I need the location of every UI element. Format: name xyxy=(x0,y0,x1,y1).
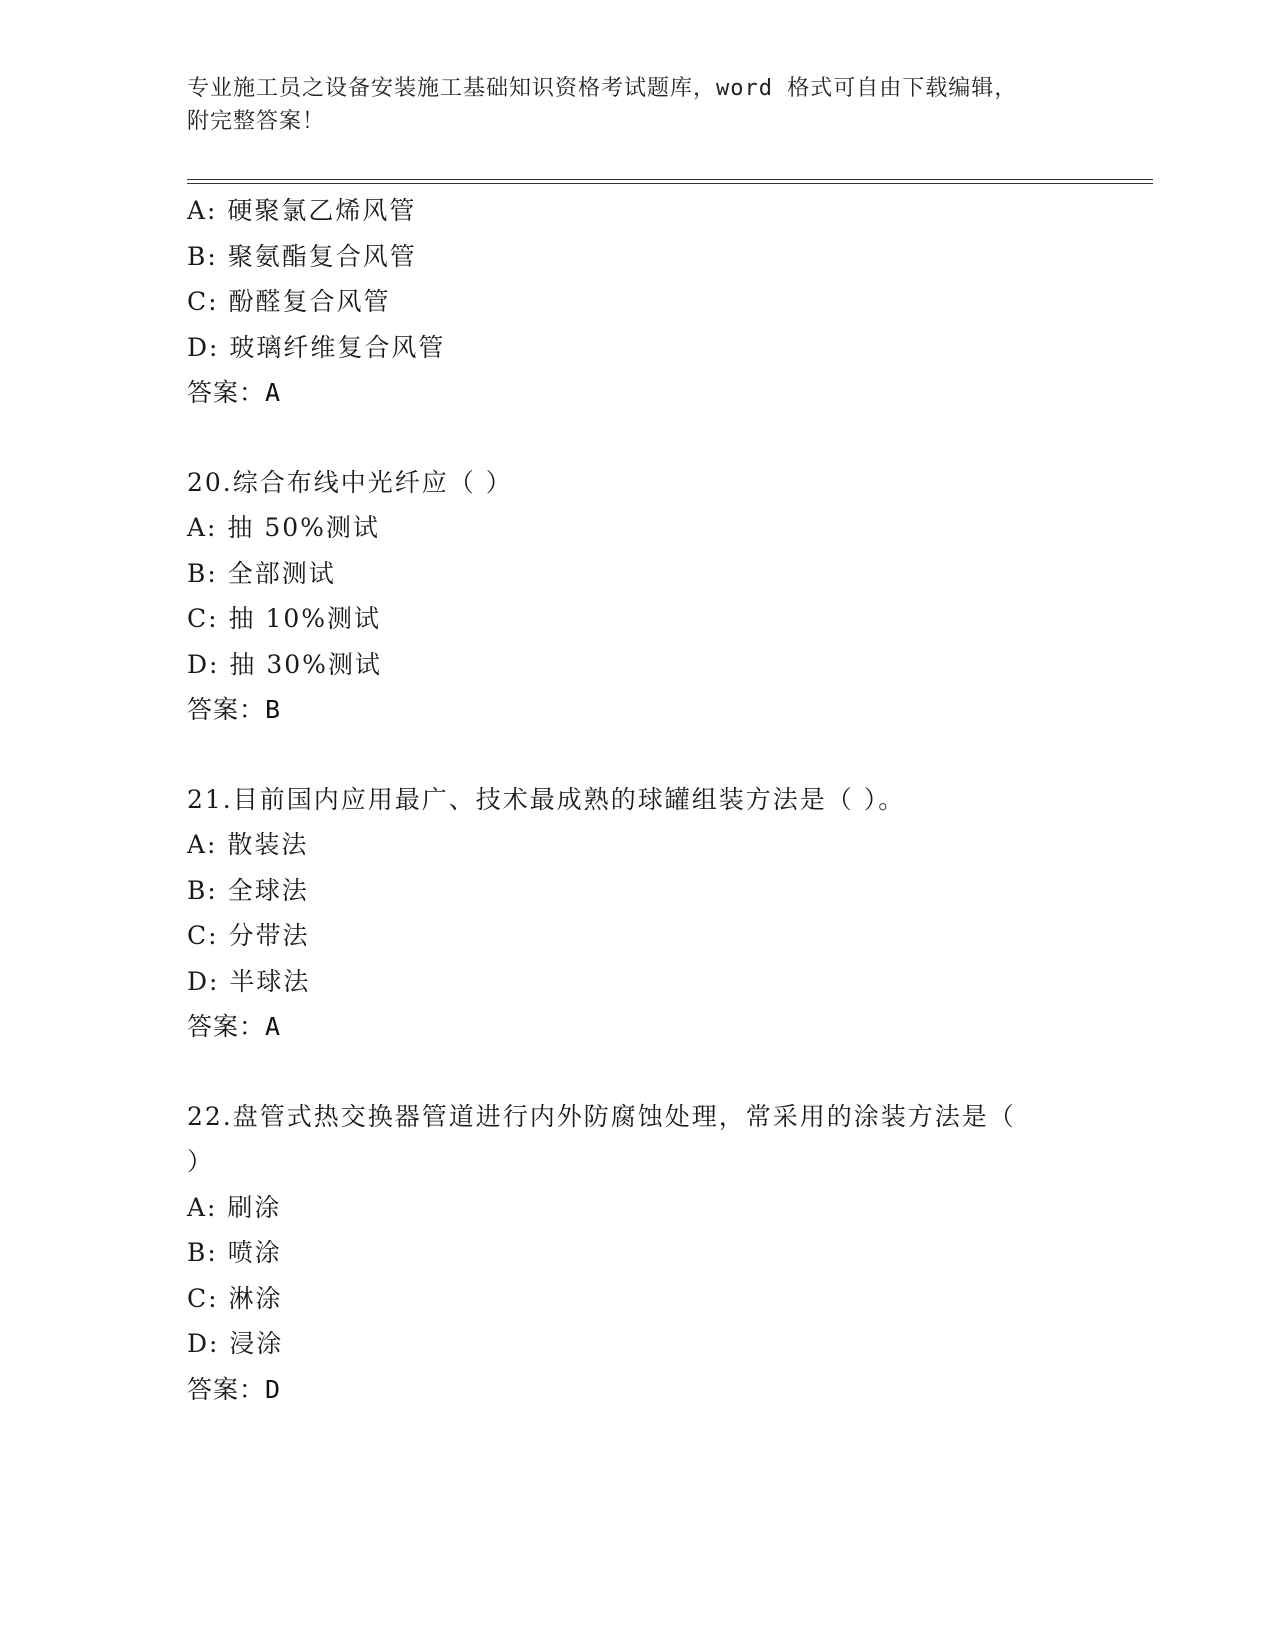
question-22-block xyxy=(187,1094,1147,1413)
answer-line: 答案：B xyxy=(187,695,282,724)
question-text: 21.目前国内应用最广、技术最成熟的球罐组装方法是（ ）。 xyxy=(187,784,906,814)
answer-line: 答案：A xyxy=(187,378,282,407)
question-20-block xyxy=(187,460,1147,733)
option-c: C: 酚醛复合风管 xyxy=(187,287,391,316)
option-b: B: 全球法 xyxy=(187,875,309,905)
option-c: C: 分带法 xyxy=(187,921,310,950)
option-a: A: 散装法 xyxy=(187,830,309,859)
option-d: D: 玻璃纤维复合风管 xyxy=(187,332,446,362)
option-c: C: 淋涂 xyxy=(187,1283,283,1313)
question-text-line-1: 22.盘管式热交换器管道进行内外防腐蚀处理，常采用的涂装方法是（ xyxy=(187,1101,1016,1131)
option-c: C: 抽 10%测试 xyxy=(187,604,382,633)
spacer xyxy=(187,416,1147,460)
question-19-block xyxy=(187,188,1147,416)
answer-line: 答案：A xyxy=(187,1012,282,1041)
option-d: D: 抽 30%测试 xyxy=(187,649,382,679)
question-text: 20.综合布线中光纤应（ ） xyxy=(187,467,513,497)
question-21-block xyxy=(187,777,1147,1050)
option-b: B: 全部测试 xyxy=(187,558,336,588)
option-b: B: 聚氨酯复合风管 xyxy=(187,241,417,271)
option-a: A: 硬聚氯乙烯风管 xyxy=(187,196,417,225)
header-divider-bottom xyxy=(187,183,1153,184)
option-d: D: 浸涂 xyxy=(187,1329,284,1358)
header-divider-top xyxy=(187,179,1153,180)
question-text-line-2: ） xyxy=(187,1147,215,1176)
page-header xyxy=(187,72,1067,138)
header-line-1: 专业施工员之设备安装施工基础知识资格考试题库，word 格式可自由下载编辑， xyxy=(187,76,1018,101)
header-line-2: 附完整答案！ xyxy=(187,109,326,134)
option-b: B: 喷涂 xyxy=(187,1238,282,1267)
option-d: D: 半球法 xyxy=(187,966,311,996)
spacer xyxy=(187,733,1147,777)
option-a: A: 抽 50%测试 xyxy=(187,513,380,542)
option-a: A: 刷涂 xyxy=(187,1192,282,1222)
answer-line: 答案：D xyxy=(187,1374,282,1404)
spacer xyxy=(187,1050,1147,1094)
question-list xyxy=(187,188,1147,1412)
